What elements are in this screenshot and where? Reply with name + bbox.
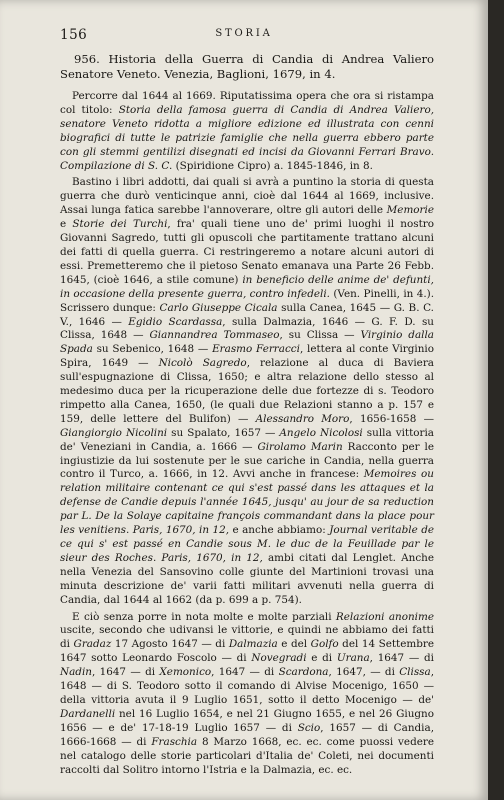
text-run: E ciò senza porre in nota molte e molte parziali bbox=[72, 610, 336, 623]
page-number: 156 bbox=[60, 27, 88, 43]
paragraph bbox=[60, 90, 434, 173]
text-run: su Spalato, 1657 — bbox=[167, 426, 280, 439]
text-run: , su Clissa — bbox=[279, 329, 361, 342]
italic-text: Erasmo Ferracci bbox=[212, 343, 300, 356]
italic-text: Dardanelli bbox=[60, 707, 116, 720]
text-run: , 1648 — di S. Teodoro sotto il comando di Alvise Mocenigo, 1650 — della vittoria avuta il 9 Luglio 1651, sotto il detto Mocenigo — de' bbox=[60, 666, 435, 706]
paragraph bbox=[60, 611, 434, 778]
text-run: 17 Agosto 1647 — di bbox=[111, 638, 229, 651]
text-run: Racconto per le ingiustizie da lui sostenute per le sue cariche in Candia, nella guerra contro il Turco, a. 1666, in 12. Avvi anche in francese: bbox=[60, 440, 434, 481]
text-run: del 14 Settembre 1647 sotto Leonardo Foscolo — di bbox=[60, 638, 434, 665]
italic-text: Memorie bbox=[386, 204, 434, 217]
italic-text: Golfo bbox=[310, 638, 339, 651]
italic-text: Nadin bbox=[60, 666, 92, 679]
text-run: su Sebenico, 1648 — bbox=[92, 343, 213, 356]
text-run: e di bbox=[306, 652, 337, 665]
text-run: uscite, secondo che udivansi le vittorie, e quindi ne abbiamo dei fatti di bbox=[60, 624, 434, 651]
page-text bbox=[60, 52, 434, 777]
italic-text: Fraschia bbox=[151, 735, 198, 748]
text-run: , relazione al duca di Baviera sull'espugnazione di Clissa, 1650; e altra relazione dello stesso al medesimo duca per la ricuperazione delle due fortezze di s. Teodoro rimpetto alla Canea, 1650, (le quali due Relazioni stanno a p. 157 e 159, delle lettere del Bulifon) — bbox=[60, 357, 434, 425]
italic-text: Clissa bbox=[399, 666, 431, 679]
italic-text: Gradaz bbox=[73, 638, 112, 651]
text-run: sulla Canea, 1645 — G. B. C. V., 1646 — bbox=[60, 301, 434, 328]
italic-text: Storia della famosa guerra di Candia di Andrea Valiero, senatore Veneto ridotta a migliore edizione ed illustrata con cenni biografici di tutte le patrizie famiglie che nella guerra ebbero parte con gli stemmi gentilizi disegnati ed incisi da Giovanni Ferrari Bravo. Compilazione di S. C. bbox=[60, 103, 435, 172]
italic-text: Dalmazia bbox=[228, 638, 278, 651]
italic-text: Carlo Giuseppe Cicala bbox=[159, 301, 278, 314]
italic-text: Storie dei Turchi bbox=[72, 218, 168, 231]
text-run: Percorre dal 1644 al 1669. Riputatissima opera che ora si ristampa col titolo: bbox=[60, 90, 434, 116]
text-run: 8 Marzo 1668, ec. ec. come puossi vedere nel catalogo delle storie particolari d'Italia de' Coleti, nei documenti raccolti dal Solitro intorno l'Istria e la Dalmazia, ec. ec. bbox=[60, 735, 434, 776]
text-run: (Ven. Pinelli, in 4.). Scrissero dunque: bbox=[60, 287, 434, 314]
italic-text: Relazioni anonime bbox=[335, 610, 434, 623]
italic-text: Virginio dalla Spada bbox=[60, 329, 434, 356]
italic-text: Scardona bbox=[278, 666, 329, 679]
italic-text: Alessandro Moro bbox=[255, 412, 350, 425]
italic-text: Novegradi bbox=[251, 652, 307, 665]
italic-text: Giannandrea Tommaseo bbox=[149, 329, 280, 342]
text-run: , 1647 — di bbox=[91, 666, 160, 679]
text-run: e anche abbiamo: bbox=[229, 524, 330, 537]
text-run: e bbox=[60, 218, 73, 231]
italic-text: Xemonico bbox=[159, 666, 212, 679]
text-run: nel 16 Luglio 1654, e nel 21 Giugno 1655, e nel 26 Giugno 1656 — e de' 17-18-19 Luglio 1657 — di bbox=[60, 707, 434, 734]
italic-text: Egidio Scardassa bbox=[128, 315, 223, 328]
italic-text: Memoires ou relation militaire contenant ce qui s'est passé dans les attaques et la defense de Candie depuis l'année 1645, jusqu' au jour de sa reduction par L. De la Solaye capitaine françois commandant dans la place pour les venitiens. Paris, 1670, in 12, bbox=[60, 468, 434, 537]
text-run: (Spiridione Cipro) a. 1845-1846, in 8. bbox=[172, 159, 373, 172]
running-head bbox=[60, 27, 428, 43]
text-run: , 1647 — di bbox=[211, 666, 279, 679]
text-run: , 1647 — di bbox=[369, 652, 434, 665]
text-run: , lettera al conte Virginio Spira, 1649 — bbox=[60, 343, 434, 370]
italic-text: Scio bbox=[297, 721, 321, 734]
italic-text: Urana bbox=[336, 652, 370, 665]
italic-text: Journal veritable de ce qui s' est passé en Candie sous M. le duc de la Feuillade par le sieur des Roches. Paris, 1670, in 12, bbox=[60, 524, 434, 564]
paragraphs bbox=[60, 90, 434, 777]
text-run: sulla vittoria de' Veneziani in Candia, a. 1666 — bbox=[60, 426, 434, 453]
text-run: , 1656-1658 — bbox=[349, 412, 434, 425]
italic-text: Girolamo Marin bbox=[257, 440, 343, 453]
text-run: e del bbox=[277, 638, 311, 651]
italic-text: in beneficio delle anime de' defunti, in occasione della presente guerra, contro infedeli. bbox=[60, 273, 434, 300]
paragraph bbox=[60, 176, 434, 607]
text-run: , 1657 — di Candia, 1666-1668 — di bbox=[60, 721, 434, 748]
entry-title: 956. Historia della Guerra di Candia di Andrea Valiero Senatore Veneto. Venezia, Baglioni, 1679, in 4. bbox=[60, 52, 434, 81]
text-run: , sulla Dalmazia, 1646 — G. F. D. su Clissa, 1648 — bbox=[60, 315, 434, 342]
running-title: STORIA bbox=[215, 28, 273, 39]
italic-text: Giangiorgio Nicolini bbox=[60, 426, 168, 439]
text-run: ambi citati dal Lenglet. Anche nella Venezia del Sansovino colle giunte del Martinioni trovasi una minuta descrizione de' varii fatti militari avvenuti nella guerra di Candia, dal 1644 al 1662 (da p. 699 a p. 754). bbox=[60, 551, 434, 606]
text-run: , fra' quali tiene uno de' primi luoghi il nostro Giovanni Sagredo, tutti gli opuscoli che partitamente trattano alcuni dei fatti di quella guerra. Ci restringeremo a notare alcuni autori di essi. Premetteremo che il pietoso Senato emanava una Parte 26 Febb. 1645, (cioè 1646, a stile comune) bbox=[60, 218, 434, 286]
text-run: , 1647, — di bbox=[328, 666, 400, 679]
italic-text: Angelo Nicolosi bbox=[279, 426, 363, 439]
italic-text: Nicolò Sagredo bbox=[158, 357, 247, 370]
text-run: Bastino i libri addotti, dai quali si avrà a puntino la storia di questa guerra che durò venticinque anni, cioè dal 1644 al 1669, inclusive. Assai lunga fatica sarebbe l'annoverare, oltre gli autori delle bbox=[60, 176, 434, 217]
